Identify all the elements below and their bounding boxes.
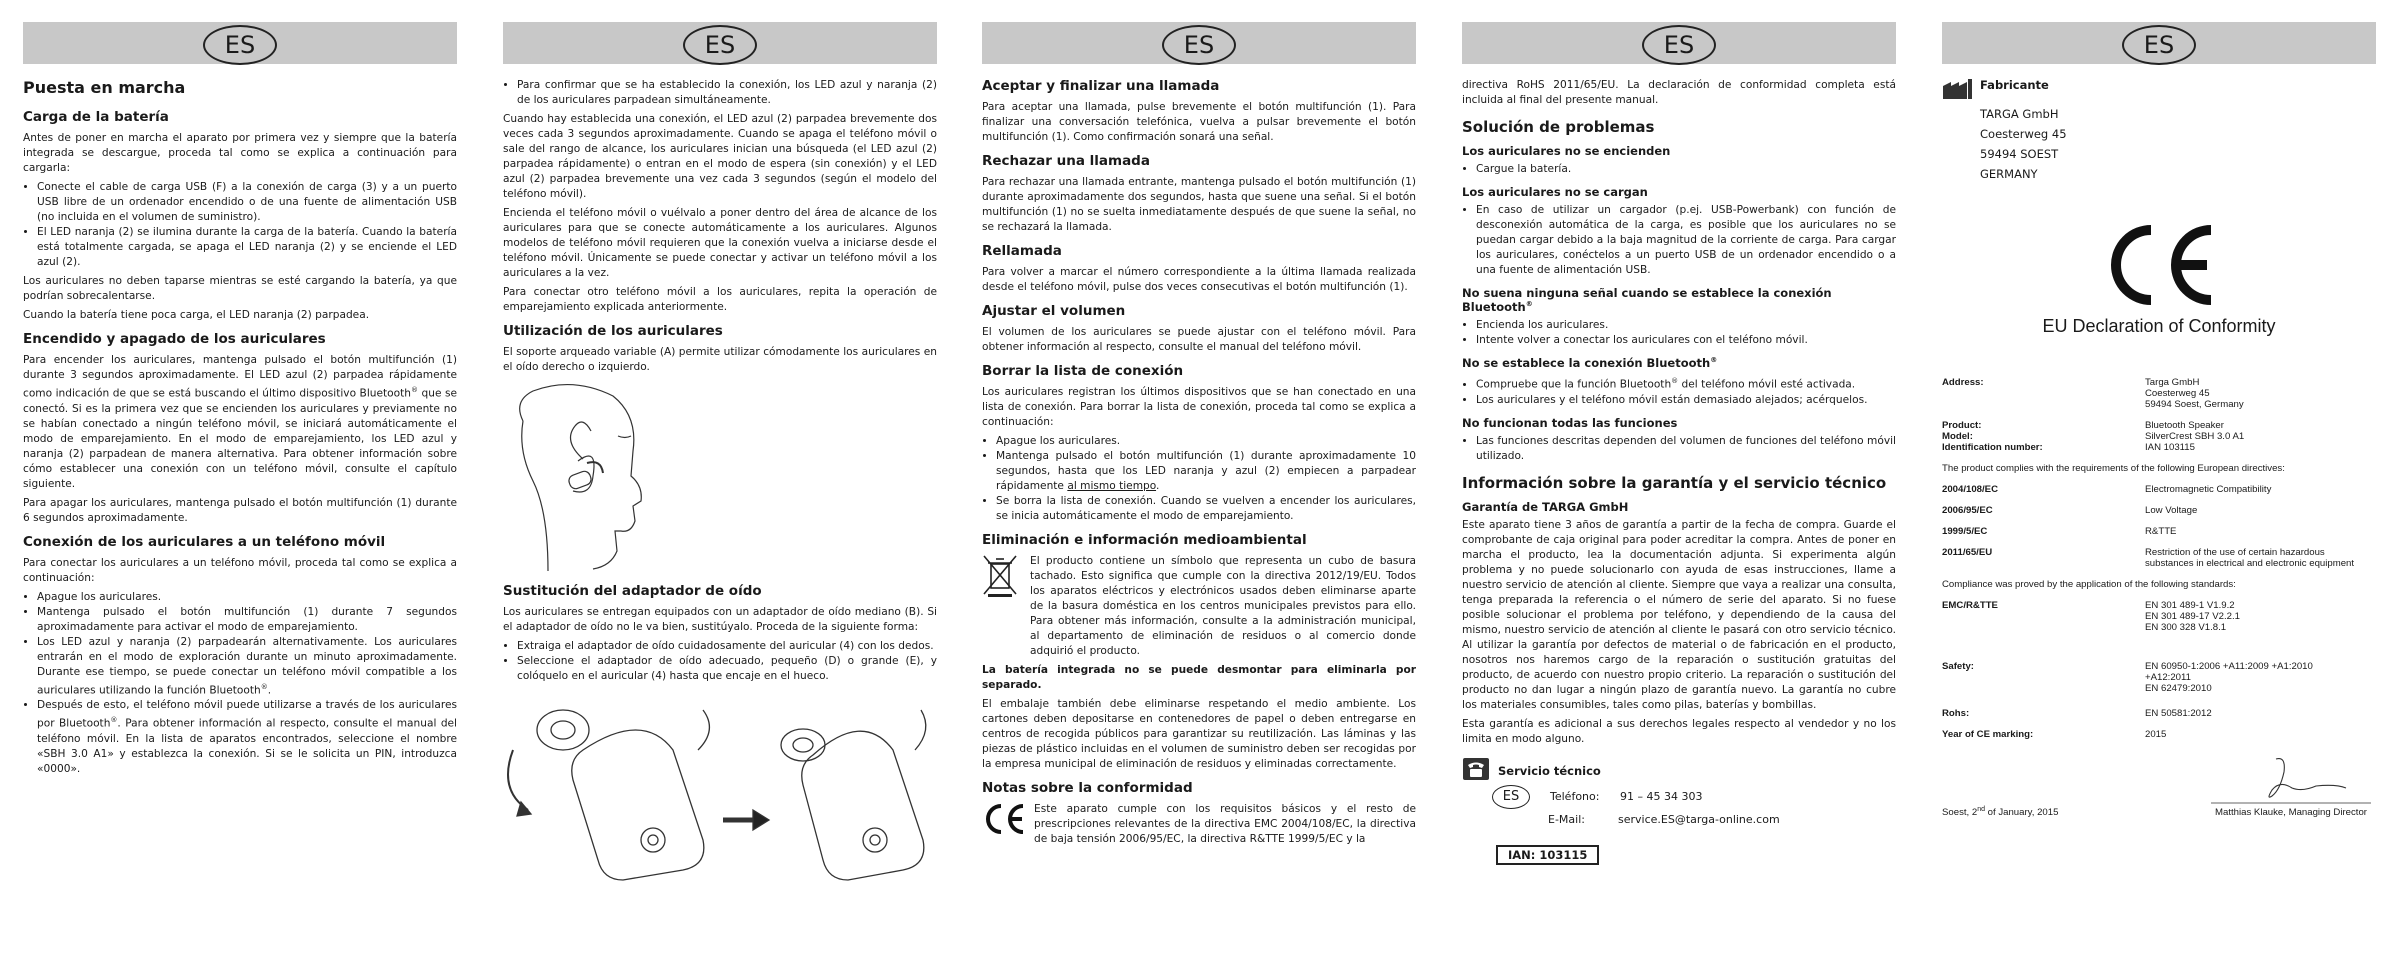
telephone-icon [1462, 757, 1490, 785]
paragraph: El volumen de los auriculares se puede ajustar con el teléfono móvil. Para obtener información al respecto, consulte el manual del teléfono móvil. [982, 326, 1416, 353]
list-item: • En caso de utilizar un cargador (p.ej. USB-Powerbank) con función de desconexión automática de la carga, es posible que los auriculares no se puedan cargar debido a la baja magnitud de la corriente de carga. Para cargar los auriculares, conéctelos a un puerto USB de un ordenador encendido o a una fuente de alimentación USB. [1476, 203, 1896, 278]
paragraph: El embalaje también debe eliminarse respetando el medio ambiente. Los cartones deben depositarse en contenedores de papel o deben entregarse en centros de recogida públicos para garantizar su reutilización. Las láminas y las piezas de plástico incluidas en el volumen de suministro deben ser recogidas por la empresa municipal de eliminación de residuos y eliminadas correctamente. [982, 698, 1416, 770]
heading: Carga de la batería [23, 109, 169, 125]
bullet-list [1462, 434, 1896, 464]
heading: Aceptar y finalizar una llamada [982, 78, 1220, 94]
declaration-table: Address: Targa GmbH Coesterweg 45 59494 Soest, Germany Product: Bluetooth Speaker Model: SilverCrest SBH 3.0 A1 Identification number: IAN 103115 The product complies with the requirements of the following European directives: 2004/108/EC Electromagnetic Compatibility 2006/95/EC Low Voltage 1999/5/EC R&TTE 2011/65/EU Restriction of the use of certain hazardous substances in electrical and electronic equipment Compliance was proved by the application of the following standards: EMC/R&TTE EN 301 489-1 V1.9.2 EN 301 489-17 V2.2.1 EN 300 328 V1.8.1 Safety: EN 60950-1:2006 +A11:2009 +A1:2010 +A12:2011 EN 62479:2010 Rohs: EN 50581:2012 Year of CE marking: 2015 Soest, 2nd of January, 2015 Matthias Klauke, Managing Director [1942, 377, 2376, 818]
service-title: Servicio técnico [1498, 763, 1601, 778]
heading: Sustitución del adaptador de oído [503, 583, 762, 599]
paragraph: Para aceptar una llamada, pulse brevemente el botón multifunción (1). Para finalizar una conversación telefónica, vuelva a pulsar brevemente el botón multifunción (1). Como confirmación sonará una señal. [982, 101, 1416, 143]
bullet-list [503, 78, 937, 108]
paragraph: Cuando hay establecida una conexión, el LED azul (2) parpadea brevemente dos veces cada 3 segundos aproximadamente. Cuando se apaga el teléfono móvil o sale del rango de alcance, los auriculares inician una búsqueda (el LED azul (2) parpadea rápidamente) o entran en el modo de espera (sin conexión) y el LED azul (2) parpadea brevemente una vez cada 3 segundos (según el modelo del teléfono móvil). [503, 113, 937, 200]
manufacturer-header [1942, 78, 2376, 104]
paragraph: Para conectar los auriculares a un teléfono móvil, proceda tal como se explica a continuación: [23, 556, 457, 584]
email-address[interactable]: service.ES@targa-online.com [1618, 812, 1780, 826]
list-item: • El LED naranja (2) se ilumina durante la carga de la batería. Cuando la batería está totalmente cargada, se apaga el LED naranja (2) y se enciende el LED azul (2). [37, 225, 457, 270]
ear-adapter-replacement-illustration [503, 690, 937, 894]
ian-box: IAN: 103115 [1496, 845, 1599, 865]
language-badge: ES [203, 25, 277, 65]
language-band [503, 22, 937, 64]
country-badge: ES [1492, 785, 1530, 809]
weee-notice [982, 554, 1416, 663]
paragraph: Esta garantía es adicional a sus derechos legales respecto al vendedor y no los limita en modo alguno. [1462, 717, 1896, 745]
language-badge: ES [683, 25, 757, 65]
list-item: • Extraiga el adaptador de oído cuidadosamente del auricular (4) con los dedos. [517, 639, 937, 654]
list-item: • Encienda los auriculares. [1476, 318, 1896, 333]
declaration-title: EU Declaration of Conformity [2042, 316, 2276, 336]
bullet-list [982, 434, 1416, 524]
paragraph: El producto contiene un símbolo que representa un cubo de basura tachado. Esto significa que cumple con la directiva 2012/19/EU. Todos los aparatos eléctricos y electrónicos usados deben eliminarse aparte de la basura doméstica en los centros municipales previstos para ello. Para obtener más información, consulte a la administración municipal, al departamento de eliminación de residuos o al comercio donde adquirió el producto. [1030, 555, 1416, 657]
paragraph: Para conectar otro teléfono móvil a los auriculares, repita la operación de emparejamiento explicada anteriormente. [503, 286, 937, 313]
language-badge: ES [1162, 25, 1236, 65]
subheading: Los auriculares no se cargan [1462, 185, 1648, 199]
paragraph: Para apagar los auriculares, mantenga pulsado el botón multifunción (1) durante 6 segundos aproximadamente. [23, 496, 457, 524]
ce-mark-large-icon [1942, 220, 2376, 314]
language-badge: ES [1642, 25, 1716, 65]
heading: Utilización de los auriculares [503, 323, 723, 339]
service-contact [1492, 785, 1896, 831]
paragraph: El soporte arqueado variable (A) permite utilizar cómodamente los auriculares en el oído derecho o izquierdo. [503, 346, 937, 373]
subheading: Garantía de TARGA GmbH [1462, 499, 1629, 514]
paragraph: Cuando la batería tiene poca carga, el LED naranja (2) parpadea. [23, 309, 370, 321]
paragraph: Los auriculares no deben taparse mientras se esté cargando la batería, ya que podrían sobrecalentarse. [23, 275, 457, 302]
factory-icon [1942, 78, 1974, 104]
signature-image [2206, 754, 2376, 804]
page-column-1 [23, 22, 457, 947]
heading: Borrar la lista de conexión [982, 363, 1184, 379]
heading: Información sobre la garantía y el servicio técnico [1462, 473, 1887, 492]
page-column-4 [1462, 22, 1896, 947]
ce-mark-icon [982, 802, 1026, 840]
list-item: • Los LED azul y naranja (2) parpadearán alternativamente. Los auriculares entrarán en el modo de exploración durante un minuto aproximadamente. Durante ese tiempo, se puede conectar un teléfono móvil compatible a los auriculares utilizando la función Bluetooth®. [37, 635, 457, 699]
list-item: • Mantenga pulsado el botón multifunción (1) durante 7 segundos aproximadamente para activar el modo de emparejamiento. [37, 605, 457, 635]
head-wearing-headset-illustration [503, 381, 937, 575]
paragraph: Para encender los auriculares, mantenga pulsado el botón multifunción (1) durante 3 segundos aproximadamente. El LED azul (2) parpadea rápidamente como indicación de que se está buscando el último dispositivo Bluetooth® que se conectó. Si es la primera vez que se encienden los auriculares y previamente no se habían conectado a ningún teléfono móvil, se iniciará automáticamente el modo de emparejamiento. En el modo de emparejamiento, los LED azul y naranja (2) parpadean de manera alternativa. Para obtener información sobre cómo establecer una conexión con un teléfono móvil, consulte el capítulo siguiente. [23, 354, 457, 490]
page-column-2 [503, 22, 937, 947]
bullet-list [23, 180, 457, 270]
heading: Eliminación e información medioambiental [982, 532, 1307, 548]
heading: Encendido y apagado de los auriculares [23, 331, 326, 347]
paragraph: Los auriculares registran los últimos dispositivos que se han conectado en una lista de conexión. Para borrar la lista de conexión, proceda tal como se explica a continuación: [982, 386, 1416, 428]
subheading: No suena ninguna señal cuando se establece la conexión Bluetooth® [1462, 286, 1832, 314]
language-badge: ES [2122, 25, 2196, 65]
list-item: • Para confirmar que se ha establecido la conexión, los LED azul y naranja (2) de los auriculares parpadean simultáneamente. [517, 78, 937, 108]
manufacturer-address: TARGA GmbH Coesterweg 45 59494 SOEST GERMANY [1980, 107, 2067, 181]
heading: Rellamada [982, 243, 1062, 259]
heading: Ajustar el volumen [982, 303, 1126, 319]
bullet-list [1462, 203, 1896, 278]
conformity-notice [982, 802, 1416, 851]
paragraph: Este aparato tiene 3 años de garantía a partir de la fecha de compra. Guarde el comprobante de caja original para poder acreditar la compra. Antes de poner en marcha el producto, lea la documentación adjunta. Si experimenta algún problema y no puede solucionarlo con ayuda de esas instrucciones, llame a nuestro servicio de atención al cliente. Siempre que vaya a realizar una consulta, tenga preparada la referencia o el número de serie del aparato. Si no fuese posible solucionar el problema por teléfono, y dependiendo de la causa del mismo, nuestro servicio de atención al cliente le pasará con otro servicio técnico. Al utilizar la garantía por defectos de material o de fabricación en el producto, nosotros nos haremos cargo de la reparación o sustitución gratuitas del producto, de acuerdo con nuestro propio criterio. La reparación o sustitución del producto no dan lugar a ningún plazo de garantía nuevo. La garantía no cubre los materiales consumibles, tales como pilas, baterías y bombillas. [1462, 518, 1896, 711]
bullet-list [23, 590, 457, 777]
language-band [982, 22, 1416, 64]
heading: Notas sobre la conformidad [982, 780, 1193, 796]
bullet-list [1462, 318, 1896, 348]
phone-number[interactable]: 91 – 45 34 303 [1620, 789, 1703, 803]
list-item: • Cargue la batería. [1476, 162, 1896, 177]
language-band [23, 22, 457, 64]
signature-block: Matthias Klauke, Managing Director [2206, 754, 2376, 818]
section-title: Puesta en marcha [23, 78, 186, 97]
language-band [1462, 22, 1896, 64]
list-item: • Apague los auriculares. [37, 590, 457, 605]
list-item: • Las funciones descritas dependen del volumen de funciones del teléfono móvil utilizado. [1476, 434, 1896, 464]
list-item: • Compruebe que la función Bluetooth® del teléfono móvil esté activada. [1476, 374, 1896, 393]
paragraph: Este aparato cumple con los requisitos básicos y el resto de prescripciones relevantes de la directiva EMC 2004/108/EC, la directiva de baja tensión 2006/95/EC, la directiva R&TTE 1999/5/EC y la [1034, 803, 1416, 845]
list-item: • Intente volver a conectar los auriculares con el teléfono móvil. [1476, 333, 1896, 348]
list-item: • Después de esto, el teléfono móvil puede utilizarse a través de los auriculares por Bluetooth®. Para obtener información al respecto, consulte el manual del teléfono móvil. En la lista de aparatos encontrados, seleccione el nombre «SBH 3.0 A1» y establezca la conexión. Si se le solicita un PIN, introduzca «0000». [37, 698, 457, 777]
subheading: No funcionan todas las funciones [1462, 415, 1678, 430]
list-item: • Los auriculares y el teléfono móvil están demasiado alejados; acérquelos. [1476, 393, 1896, 408]
subheading: No se establece la conexión Bluetooth® [1462, 356, 1718, 370]
bullet-list [503, 639, 937, 684]
paragraph: La batería integrada no se puede desmontar para eliminarla por separado. [982, 664, 1416, 691]
bullet-list [1462, 374, 1896, 408]
paragraph: Para rechazar una llamada entrante, mantenga pulsado el botón multifunción (1) durante aproximadamente dos segundos, hasta que suene una señal. Si el botón multifunción (1) no se suelta inmediatamente después de que suene la señal, no se rechazará la llamada. [982, 176, 1416, 233]
paragraph: Encienda el teléfono móvil o vuélvalo a poner dentro del área de alcance de los auriculares para que se conecte automáticamente a los auriculares. Algunos modelos de teléfono móvil requieren que la conexión vuelva a iniciarse desde el teléfono móvil. Únicamente se puede conectar y activar un teléfono móvil a los auriculares a la vez. [503, 207, 937, 279]
signature-row [1942, 754, 2376, 818]
manufacturer-title: Fabricante [1980, 78, 2049, 92]
page-column-5 [1942, 22, 2376, 947]
list-item: • Seleccione el adaptador de oído adecuado, pequeño (D) o grande (E), y colóquelo en el auricular (4) hasta que encaje en el hueco. [517, 654, 937, 684]
email-row: E-Mail: service.ES@targa-online.com [1492, 809, 1896, 831]
phone-row: ES Teléfono: 91 – 45 34 303 [1492, 785, 1896, 809]
crossed-bin-icon [982, 554, 1022, 602]
list-item: • Apague los auriculares. [996, 434, 1416, 449]
list-item: • Mantenga pulsado el botón multifunción (1) durante aproximadamente 10 segundos, hasta que los LED naranja y azul (2) empiecen a parpadear rápidamente al mismo tiempo. [996, 449, 1416, 494]
bullet-list [1462, 162, 1896, 177]
service-header [1462, 757, 1896, 785]
paragraph: Antes de poner en marcha el aparato por primera vez y siempre que la batería integrada se descargue, proceda tal como se explica a continuación para cargarla: [23, 132, 457, 174]
paragraph: Los auriculares se entregan equipados con un adaptador de oído mediano (B). Si el adaptador de oído no le va bien, sustitúyalo. Proceda de la siguiente forma: [503, 606, 937, 633]
page-column-3 [982, 22, 1416, 947]
subheading: Los auriculares no se encienden [1462, 144, 1671, 158]
list-item: • Conecte el cable de carga USB (F) a la conexión de carga (3) y a un puerto USB libre de un ordenador encendido o de una fuente de alimentación USB (no incluida en el volumen de suministro). [37, 180, 457, 225]
heading: Conexión de los auriculares a un teléfono móvil [23, 533, 386, 550]
language-band [1942, 22, 2376, 64]
list-item: • Se borra la lista de conexión. Cuando se vuelven a encender los auriculares, se inicia automáticamente el modo de emparejamiento. [996, 494, 1416, 524]
paragraph: Para volver a marcar el número correspondiente a la última llamada realizada desde el teléfono móvil, pulse dos veces consecutivas el botón multifunción (1). [982, 266, 1416, 293]
paragraph: directiva RoHS 2011/65/EU. La declaración de conformidad completa está incluida al final del presente manual. [1462, 79, 1896, 106]
place-date: Soest, 2nd of January, 2015 [1942, 805, 2059, 818]
heading: Solución de problemas [1462, 118, 1655, 136]
heading: Rechazar una llamada [982, 153, 1150, 169]
